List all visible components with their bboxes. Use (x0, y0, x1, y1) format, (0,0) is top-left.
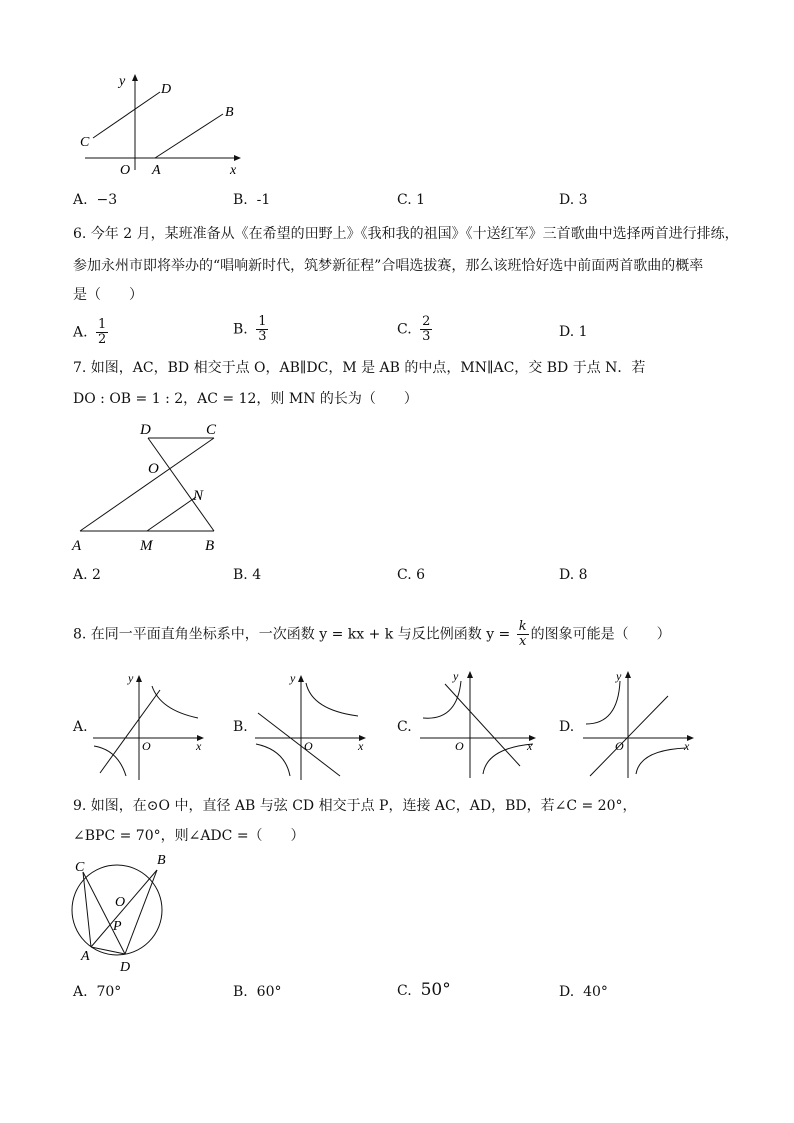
q8-option-c-label[interactable]: C. (397, 719, 412, 735)
label-c: C (206, 422, 217, 438)
q5-option-b[interactable]: B. -1 (233, 192, 271, 208)
label-p: P (113, 919, 122, 934)
segment-bd (148, 438, 214, 531)
circle-o (72, 865, 162, 955)
label-y: y (119, 74, 126, 89)
q9-circle-figure (65, 850, 175, 980)
segment-ad (91, 947, 125, 954)
q5-coordinate-figure (75, 70, 250, 180)
q8-option-b-label[interactable]: B. (233, 719, 248, 735)
q9-option-b[interactable]: B. 60° (233, 984, 282, 1000)
q8-question-text: 8. 在同一平面直角坐标系中，一次函数 y = kx + k 与反比例函数 y = $\frac{k}{x}$ 的图象可能是（ ） (73, 619, 671, 649)
label-d: D (161, 82, 172, 97)
label-c: C (80, 135, 90, 150)
q8-graph-b[interactable] (250, 668, 370, 783)
q6-text-line-2: 参加永州市即将举办的“唱响新时代，筑梦新征程”合唱选拔赛，那么该班恰好选中前面两首歌曲的概率 (73, 258, 704, 274)
svg-text:y: y (128, 671, 134, 685)
svg-text:O: O (615, 739, 624, 753)
q9-text-line-1: 9. 如图，在⊙O 中，直径 AB 与弦 CD 相交于点 P，连接 AC，AD，BD，若∠C = 20°， (73, 798, 637, 814)
segment-ac (83, 872, 91, 947)
q5-option-c[interactable]: C. 1 (397, 192, 426, 208)
label-o: O (148, 461, 159, 477)
q9-option-c[interactable]: C. 50° (397, 980, 451, 1000)
label-d: D (140, 422, 151, 438)
q7-text-line-2: DO : OB = 1 : 2，AC = 12，则 MN 的长为（ ） (73, 391, 418, 407)
q7-option-c[interactable]: C. 6 (397, 567, 426, 583)
q9-text-line-2: ∠BPC = 70°，则∠ADC =（ ） (73, 828, 305, 844)
q6-option-c[interactable]: C. $\frac{2}{3}$ (397, 314, 431, 344)
fraction-k-over-x: $\frac{k}{x}$ (518, 619, 527, 649)
svg-text:x: x (358, 739, 364, 753)
q6-text-line-3: 是（ ） (73, 287, 143, 303)
q8-option-a-label[interactable]: A. (73, 719, 88, 735)
svg-text:y: y (616, 669, 622, 683)
line-cd (93, 92, 160, 138)
q7-triangle-figure (68, 418, 228, 556)
label-b: B (157, 853, 166, 868)
q5-option-d[interactable]: D. 3 (559, 192, 588, 208)
segment-ac (80, 438, 214, 531)
label-a: A (152, 163, 161, 178)
q7-option-a[interactable]: A. 2 (73, 567, 101, 583)
label-n: N (193, 488, 204, 504)
fraction: $\frac{1}{3}$ (258, 314, 267, 344)
q7-option-b[interactable]: B. 4 (233, 567, 262, 583)
line-ab (155, 114, 223, 158)
label-m: M (140, 538, 153, 554)
fraction: $\frac{2}{3}$ (422, 314, 431, 344)
q5-option-a[interactable]: A. −3 (73, 192, 118, 208)
q7-option-d[interactable]: D. 8 (559, 567, 588, 583)
q8-graph-c[interactable] (415, 666, 540, 781)
q6-option-b[interactable]: B. $\frac{1}{3}$ (233, 314, 267, 344)
svg-text:x: x (684, 739, 690, 753)
q8-graph-d[interactable] (578, 666, 698, 781)
label-a: A (81, 949, 90, 964)
svg-text:x: x (196, 739, 202, 753)
q9-option-d[interactable]: D. 40° (559, 984, 608, 1000)
label-b: B (225, 105, 234, 120)
label-d: D (120, 960, 131, 975)
q8-graph-a[interactable] (88, 668, 208, 783)
svg-text:y: y (290, 671, 296, 685)
chord-cd (83, 872, 125, 954)
svg-text:y: y (453, 669, 459, 683)
label-o: O (120, 163, 131, 178)
svg-text:x: x (527, 739, 533, 753)
q6-option-d[interactable]: D. 1 (559, 324, 588, 340)
svg-text:O: O (304, 739, 313, 753)
label-a: A (72, 538, 82, 554)
label-x: x (230, 163, 237, 178)
svg-text:O: O (455, 739, 464, 753)
q7-text-line-1: 7. 如图，AC，BD 相交于点 O，AB∥DC，M 是 AB 的中点，MN∥AC，交 BD 于点 N．若 (73, 360, 646, 376)
segment-mn (147, 497, 196, 531)
label-o: O (115, 895, 126, 910)
fraction: $\frac{1}{2}$ (98, 317, 107, 347)
q6-text-line-1: 6. 今年 2 月，某班准备从《在希望的田野上》《我和我的祖国》《十送红军》三首歌曲中选择两首进行排练， (73, 226, 739, 242)
q6-option-a[interactable]: A. $\frac{1}{2}$ (73, 317, 107, 347)
q9-option-a[interactable]: A. 70° (73, 984, 122, 1000)
label-c: C (75, 860, 85, 875)
segment-bd (125, 870, 157, 954)
label-b: B (205, 538, 215, 554)
q8-option-d-label[interactable]: D. (559, 719, 575, 735)
svg-text:O: O (142, 739, 151, 753)
